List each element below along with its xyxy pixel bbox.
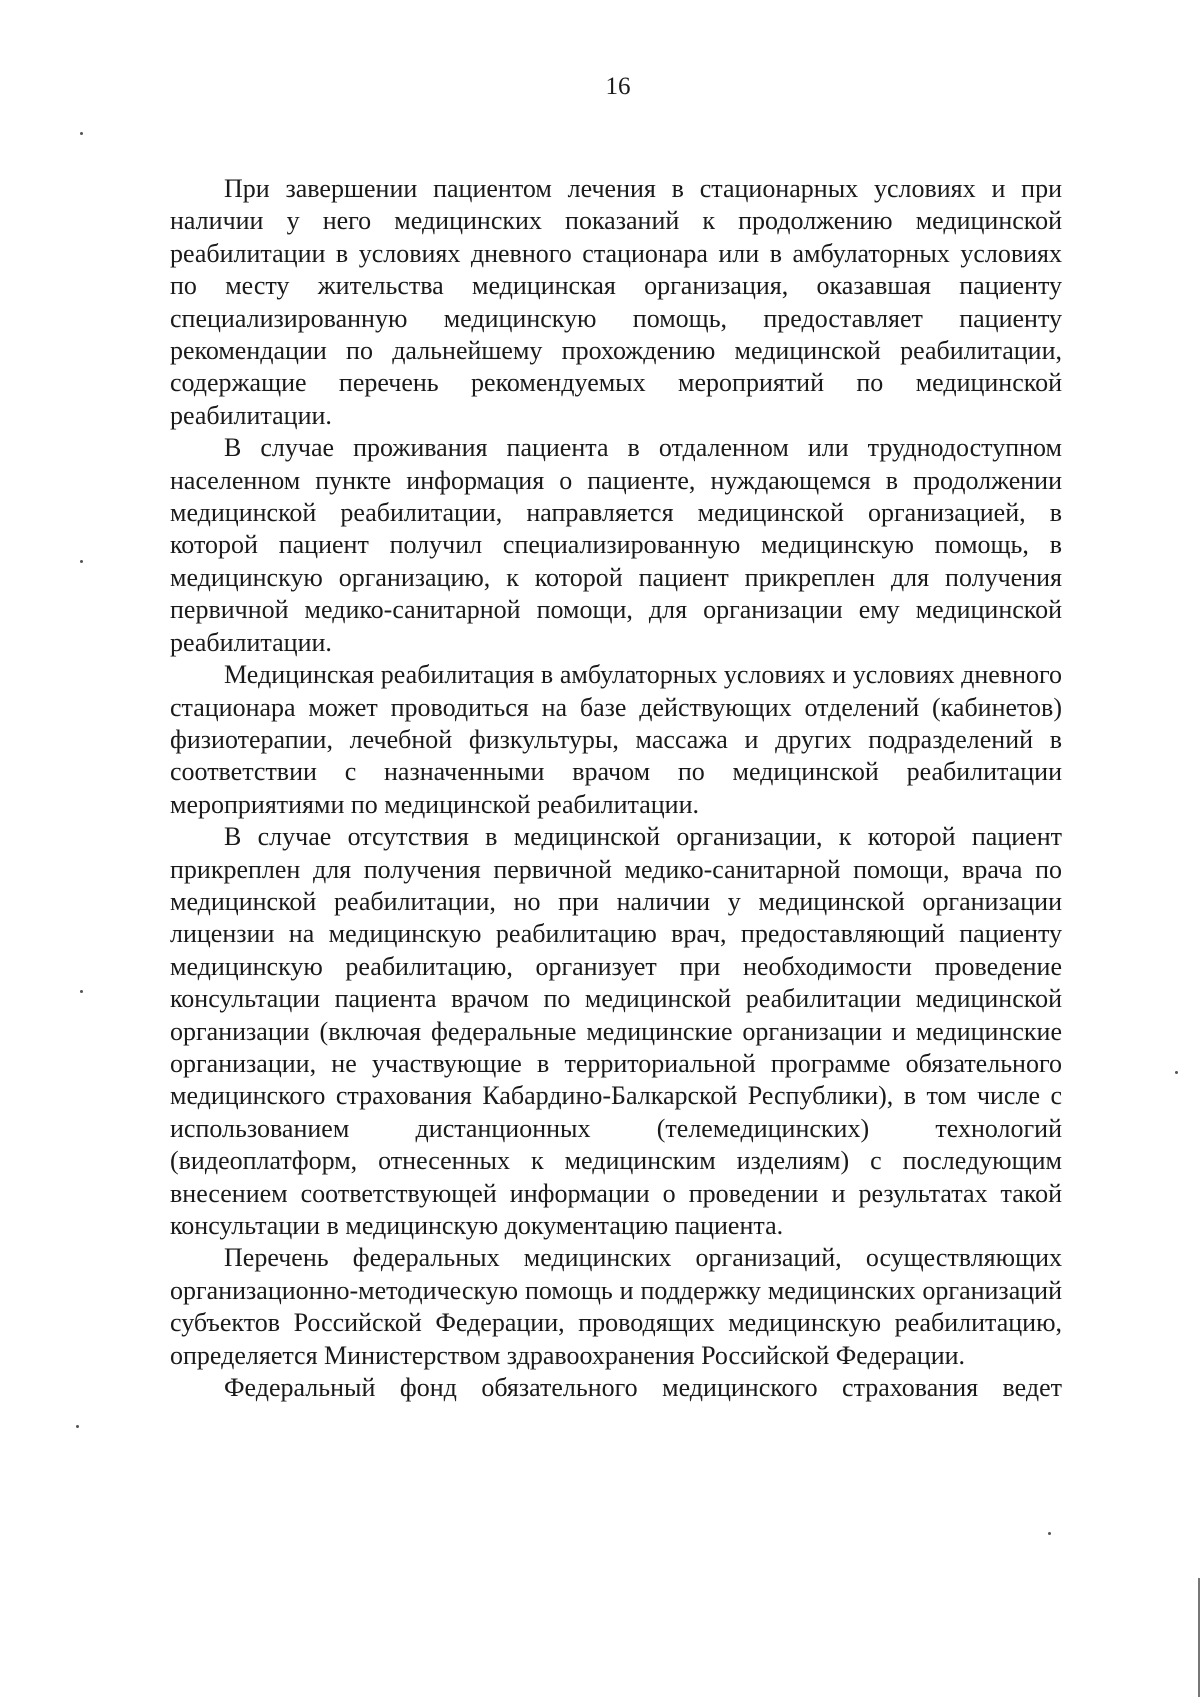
scan-speck	[80, 990, 83, 993]
scan-speck	[1175, 1071, 1178, 1074]
paragraph-2: В случае проживания пациента в отдаленном или труднодоступном населенном пункте информация о пациенте, нуждающемся в продолжении медицинской реабилитации, направляется медицинской организацией, в которой пациент получил специализированную медицинскую помощь, в медицинскую организацию, к которой пациент прикреплен для получения первичной медико-санитарной помощи, для организации ему медицинской реабилитации.	[170, 433, 1062, 657]
paragraph-6: Федеральный фонд обязательного медицинского страхования ведет	[224, 1373, 1062, 1403]
scan-speck	[1048, 1532, 1051, 1535]
paragraph-3: Медицинская реабилитация в амбулаторных условиях и условиях дневного стационара может проводиться на базе действующих отделений (кабинетов) физиотерапии, лечебной физкультуры, массажа и других подразделений в соответствии с назначенными врачом по медицинской реабилитации мероприятиями по медицинской реабилитации.	[170, 660, 1062, 819]
page-number: 16	[605, 73, 631, 100]
paragraph-1: При завершении пациентом лечения в стационарных условиях и при наличии у него медицинских показаний к продолжению медицинской реабилитации в условиях дневного стационара или в амбулаторных условиях по месту жительства медицинская организация, оказавшая пациенту специализированную медицинскую помощь, предоставляет пациенту рекомендации по дальнейшему прохождению медицинской реабилитации, содержащие перечень рекомендуемых мероприятий по медицинской реабилитации.	[170, 174, 1062, 430]
scan-speck	[80, 560, 83, 563]
paragraph-4: В случае отсутствия в медицинской организации, к которой пациент прикреплен для получения первичной медико-санитарной помощи, врача по медицинской реабилитации, но при наличии у медицинской организации лицензии на медицинскую реабилитацию врач, предоставляющий пациенту медицинскую реабилитацию, организует при необходимости проведение консультации пациента врачом по медицинской реабилитации медицинской организации (включая федеральные медицинские организации и медицинские организации, не участвующие в территориальной программе обязательного медицинского страхования Кабардино-Балкарской Республики), в том числе с использованием дистанционных (телемедицинских) технологий (видеоплатформ, отнесенных к медицинским изделиям) с последующим внесением соответствующей информации о проведении и результатах такой консультации в медицинскую документацию пациента.	[170, 822, 1062, 1240]
paragraph-5: Перечень федеральных медицинских организаций, осуществляющих организационно-методическую помощь и поддержку медицинских организаций субъектов Российской Федерации, проводящих медицинскую реабилитацию, определяется Министерством здравоохранения Российской Федерации.	[170, 1243, 1062, 1370]
scan-speck	[80, 132, 83, 135]
scan-speck	[76, 1425, 79, 1428]
body-text	[170, 173, 1062, 1404]
